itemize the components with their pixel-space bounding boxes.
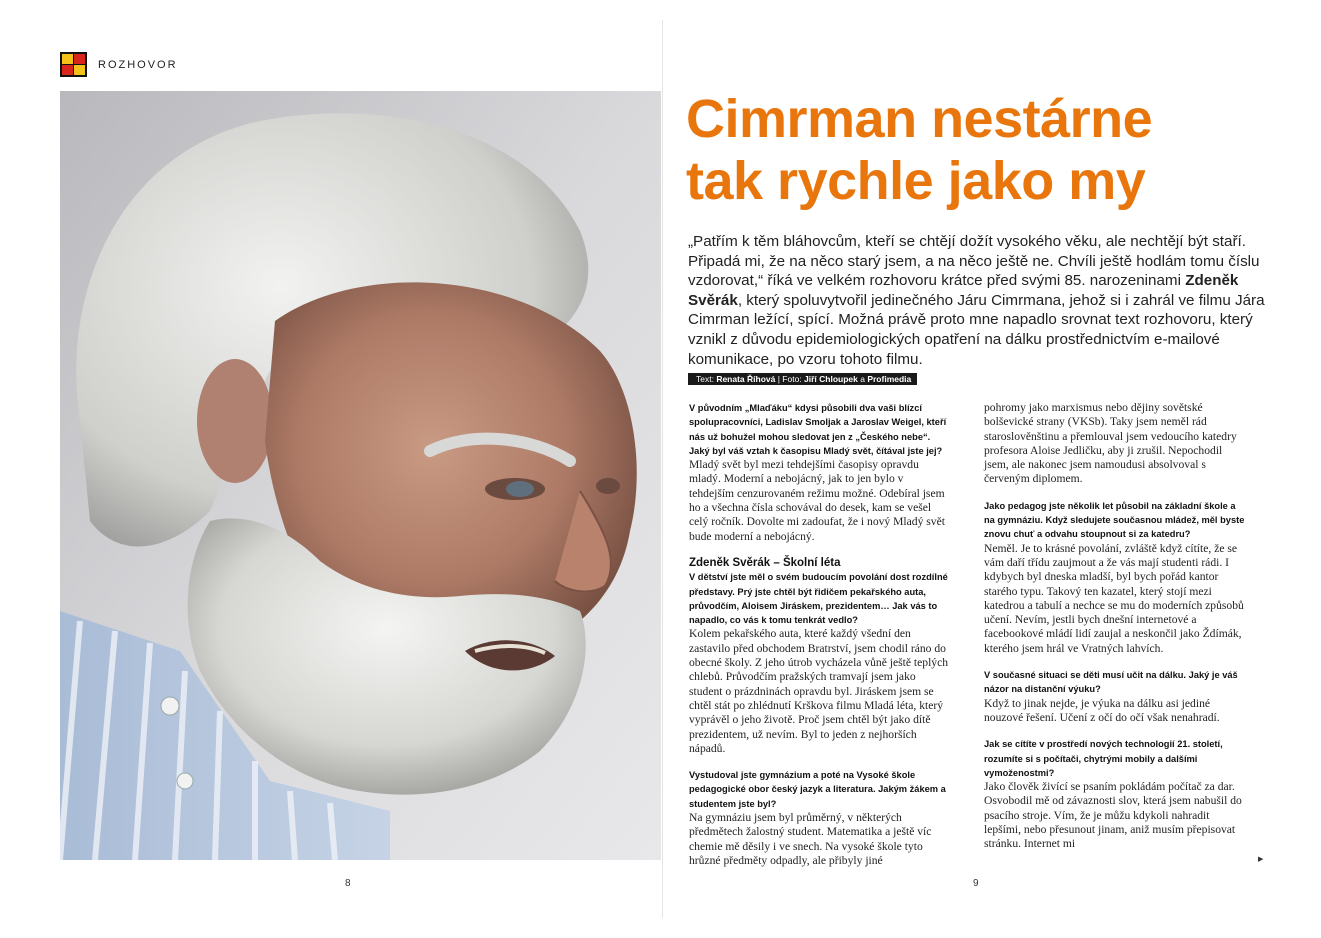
subheading: Zdeněk Svěrák – Školní léta	[689, 556, 841, 569]
text-column-2	[984, 401, 1246, 864]
answer: Na gymnáziu jsem byl průměrný, v některých předmětech žalostný student. Matematika a ještě víc chemie mě děsily i ve snech. Na vysoké škole tyto hrůzné předměty odpadly, ale přibyly jiné	[689, 811, 932, 867]
answer: Neměl. Je to krásné povolání, zvláště když cítíte, že se vám daří třídu zaujmout a že vás mají studenti rádi. I kdybych byl dneska mladší, byl bych pořád kantor starého typu. Takový ten kazatel, který stojí mezi katedrou a tabulí a nechce se mu do moderních způsobů učení. Nevím, jestli bych dnešní internetové a facebookové mládí lidí zaujal a neskončil jako Ždímák, kterého jsem hrál ve Vratných lahvích.	[984, 541, 1244, 655]
question: Vystudoval jste gymnázium a poté na Vysoké škole pedagogické obor český jazyk a literatura. Jakým žákem a studentem jste byl?	[689, 770, 946, 809]
answer: Mladý svět byl mezi tehdejšími časopisy opravdu mladý. Moderní a nebojácný, jak to jen bylo v tehdejším cenzurovaném režimu možné. Odebíral jsem ho a všechna čísla schovával do desek, kam se vešel celý ročník. Dovolte mi zadoufat, že i nový Mladý svět bude moderní a nebojácný.	[689, 458, 945, 543]
title-line-1: Cimrman nestárne	[686, 89, 1153, 149]
answer: Kolem pekařského auta, které každý všední den zastavilo před obchodem Bratrství, jsem chodil ráno do obecné školy. Z jeho útrob vycházela vůně ještě teplých chlebů. Průvodčím pražských tramvají jsem jako student o prázdninách opravdu byl. Jiráskem jsem se chtěl stát po zhlédnutí Krškova filmu Mladá léta, který vyprávěl o jeho životě. Proč jsem chtěl být jako dítě prezidentem, už nevím. Byl to jeden z nejhorších nápadů.	[689, 627, 949, 755]
credit-and: a	[857, 374, 868, 384]
lead-text-2: , který spoluvytvořil jedinečného Járu Cimrmana, jehož si i zahrál ve filmu Jára Cimrman ležící, spící. Možná právě proto mne napadlo srovnat text rozhovoru, který vznikl z důvodu epidemiologických opatření na dálku prostřednictvím e-mailové komunikace, po vzoru tohoto filmu.	[688, 291, 1265, 368]
credit-photo-label: | Foto:	[775, 374, 805, 384]
portrait-photo	[60, 91, 661, 860]
credit-photographer: Jiří Chloupek	[804, 374, 858, 384]
section-label: ROZHOVOR	[98, 59, 178, 71]
page-number-right: 9	[973, 878, 979, 889]
credit-author: Renata Říhová	[716, 374, 776, 384]
credit-agency: Profimedia	[867, 374, 912, 384]
question: Jak se cítíte v prostředí nových technologií 21. století, rozumíte si s počítači, chytrými mobily a dalšími vymoženostmi?	[984, 739, 1223, 778]
question: V současné situaci se děti musí učit na dálku. Jaký je váš názor na distanční výuku?	[984, 670, 1238, 695]
answer: pohromy jako marxismus nebo dějiny sovětské bolševické strany (VKSb). Taky jsem neměl rád staroslověnštinu a přemlouval jsem vedoucího katedry profesora Aloise Jedličku, aby ji zrušil. Nepochodil jsem, ale nakonec jsem namoudusi absolvoval s červeným diplomem.	[984, 401, 1237, 486]
question: V původním „Mlaďáku“ kdysi působili dva vaši blízcí spolupracovníci, Ladislav Smoljak a Jaroslav Weigel, kteří nás už bohužel mohou sledovat jen z „Českého nebe“. Jaký byl váš vztah k časopisu Mladý svět, čítával jste jej?	[689, 403, 947, 456]
page-gutter	[662, 20, 663, 918]
answer: Jako člověk živící se psaním pokládám počítač za dar. Osvobodil mě od závaznosti slov, která jsem nabušil do psacího stroje. Vím, že je můžu kdykoli nahradit lepšími, nebo přesunout jinam, aniž musím přepisovat stránku. Internet mi	[984, 780, 1242, 851]
magazine-logo	[60, 52, 87, 77]
credit-bar	[688, 373, 917, 385]
article-title	[686, 88, 1286, 212]
question: V dětství jste měl o svém budoucím povolání dost rozdílné představy. Prý jste chtěl být řidičem pekařského auta, průvodčím, Aloisem Jiráskem, prezidentem… Jak vás to napadlo, co vás k tomu tenkrát vedlo?	[689, 572, 948, 626]
triangle-right-icon: ▶	[1258, 856, 1264, 863]
page-number-left: 8	[345, 878, 351, 889]
lead-text-1: „Patřím k těm bláhovcům, kteří se chtějí dožít vysokého věku, ale nechtějí být staří. Připadá mi, že na něco starý jsem, a na něco ještě ne. Chvíli ještě hodlám tomu číslu vzdorovat,“ říká ve velkém rozhovoru krátce před svými 85. narozeninami	[688, 233, 1260, 290]
article-lead	[688, 232, 1278, 369]
answer: Když to jinak nejde, je výuka na dálku asi jediné nouzové řešení. Učení z očí do očí však nenahradí.	[984, 696, 1220, 724]
credit-text-label: Text:	[696, 374, 717, 384]
title-line-2: tak rychle jako my	[686, 151, 1146, 211]
lead-name: Zdeněk Svěrák	[688, 272, 1239, 309]
text-column-1	[689, 401, 951, 880]
question: Jako pedagog jste několik let působil na základní škole a na gymnáziu. Když sledujete současnou mládež, měl byste znovu chuť a odvahu stoupnout si za katedru?	[984, 500, 1245, 540]
